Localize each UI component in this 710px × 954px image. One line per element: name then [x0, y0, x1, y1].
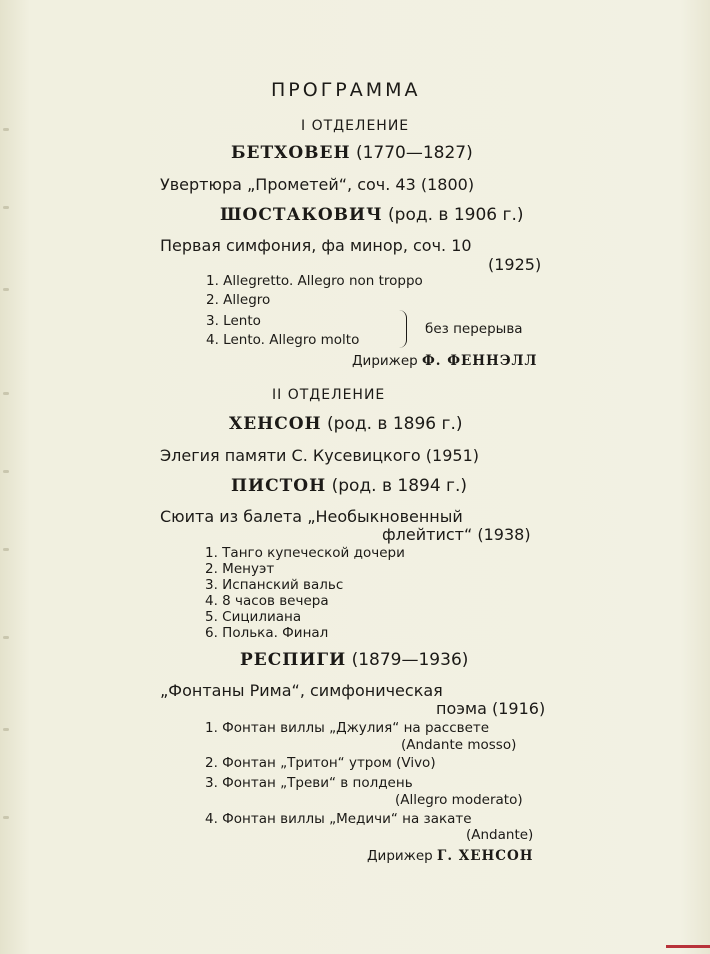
part1-heading: I ОТДЕЛЕНИЕ [301, 118, 410, 134]
movement-item: 3. Lento [206, 313, 261, 329]
composer-hanson [229, 414, 462, 434]
movement-item: 4. 8 часов вечера [205, 593, 329, 609]
movement-item: 2. Фонтан „Тритон“ утром (Vivo) [205, 755, 436, 771]
conductor-line [352, 353, 537, 369]
part2-heading: II ОТДЕЛЕНИЕ [272, 387, 386, 403]
composer-dates: (род. в 1896 г.) [327, 414, 463, 434]
composer-name: ПИСТОН [231, 476, 327, 496]
work-incredible-flutist-line2: флейтист“ (1938) [382, 525, 531, 544]
movement-item: 1. Allegretto. Allegro non troppo [206, 273, 423, 289]
work-incredible-flutist-line1: Сюита из балета „Необыкновенный [160, 507, 463, 526]
movement-item: 3. Фонтан „Треви“ в полдень [205, 775, 413, 791]
work-fountains-line1: „Фонтаны Рима“, симфоническая [160, 681, 443, 700]
conductor-line [367, 848, 534, 864]
work-prometheus: Увертюра „Прометей“, соч. 43 (1800) [160, 175, 475, 194]
movement-tempo: (Allegro moderato) [395, 792, 523, 808]
work-symphony1-line1: Первая симфония, фа минор, соч. 10 [160, 236, 472, 255]
composer-name: ШОСТАКОВИЧ [220, 205, 383, 225]
composer-beethoven [231, 143, 473, 163]
movement-item: 2. Менуэт [205, 561, 275, 577]
composer-name: БЕТХОВЕН [231, 143, 351, 163]
movement-item: 1. Танго купеческой дочери [205, 545, 405, 561]
composer-dates: (1770—1827) [355, 143, 473, 163]
movement-item: 4. Lento. Allegro molto [206, 332, 360, 348]
brace [398, 310, 407, 348]
program-title: ПРОГРАММА [271, 79, 421, 101]
composer-dates: (1879—1936) [351, 650, 469, 670]
composer-piston [231, 476, 467, 496]
movement-item: 5. Сицилиана [205, 609, 302, 625]
composer-name: ХЕНСОН [229, 414, 322, 434]
attacca-note: без перерыва [425, 321, 523, 337]
work-symphony1-line2: (1925) [488, 255, 542, 274]
composer-shostakovich [220, 205, 523, 225]
conductor-name: Ф. ФЕННЭЛЛ [422, 353, 538, 369]
movement-item: 6. Полька. Финал [205, 625, 329, 641]
composer-name: РЕСПИГИ [240, 650, 347, 670]
movement-item: 2. Allegro [206, 292, 271, 308]
work-fountains-line2: поэма (1916) [436, 699, 546, 718]
movement-item: 4. Фонтан виллы „Медичи“ на закате [205, 811, 472, 827]
conductor-name: Г. ХЕНСОН [437, 848, 534, 864]
work-elegy: Элегия памяти С. Кусевицкого (1951) [160, 446, 479, 465]
movement-item: 3. Испанский вальс [205, 577, 344, 593]
composer-dates: (род. в 1894 г.) [331, 476, 468, 496]
composer-respighi [240, 650, 468, 670]
movement-item: 1. Фонтан виллы „Джулия“ на рассвете [205, 720, 490, 736]
edge-mark [666, 945, 710, 948]
conductor-label: Дирижер [352, 353, 418, 369]
conductor-label: Дирижер [367, 848, 433, 864]
composer-dates: (род. в 1906 г.) [388, 205, 524, 225]
movement-tempo: (Andante mosso) [401, 737, 517, 753]
movement-tempo: (Andante) [466, 827, 534, 843]
